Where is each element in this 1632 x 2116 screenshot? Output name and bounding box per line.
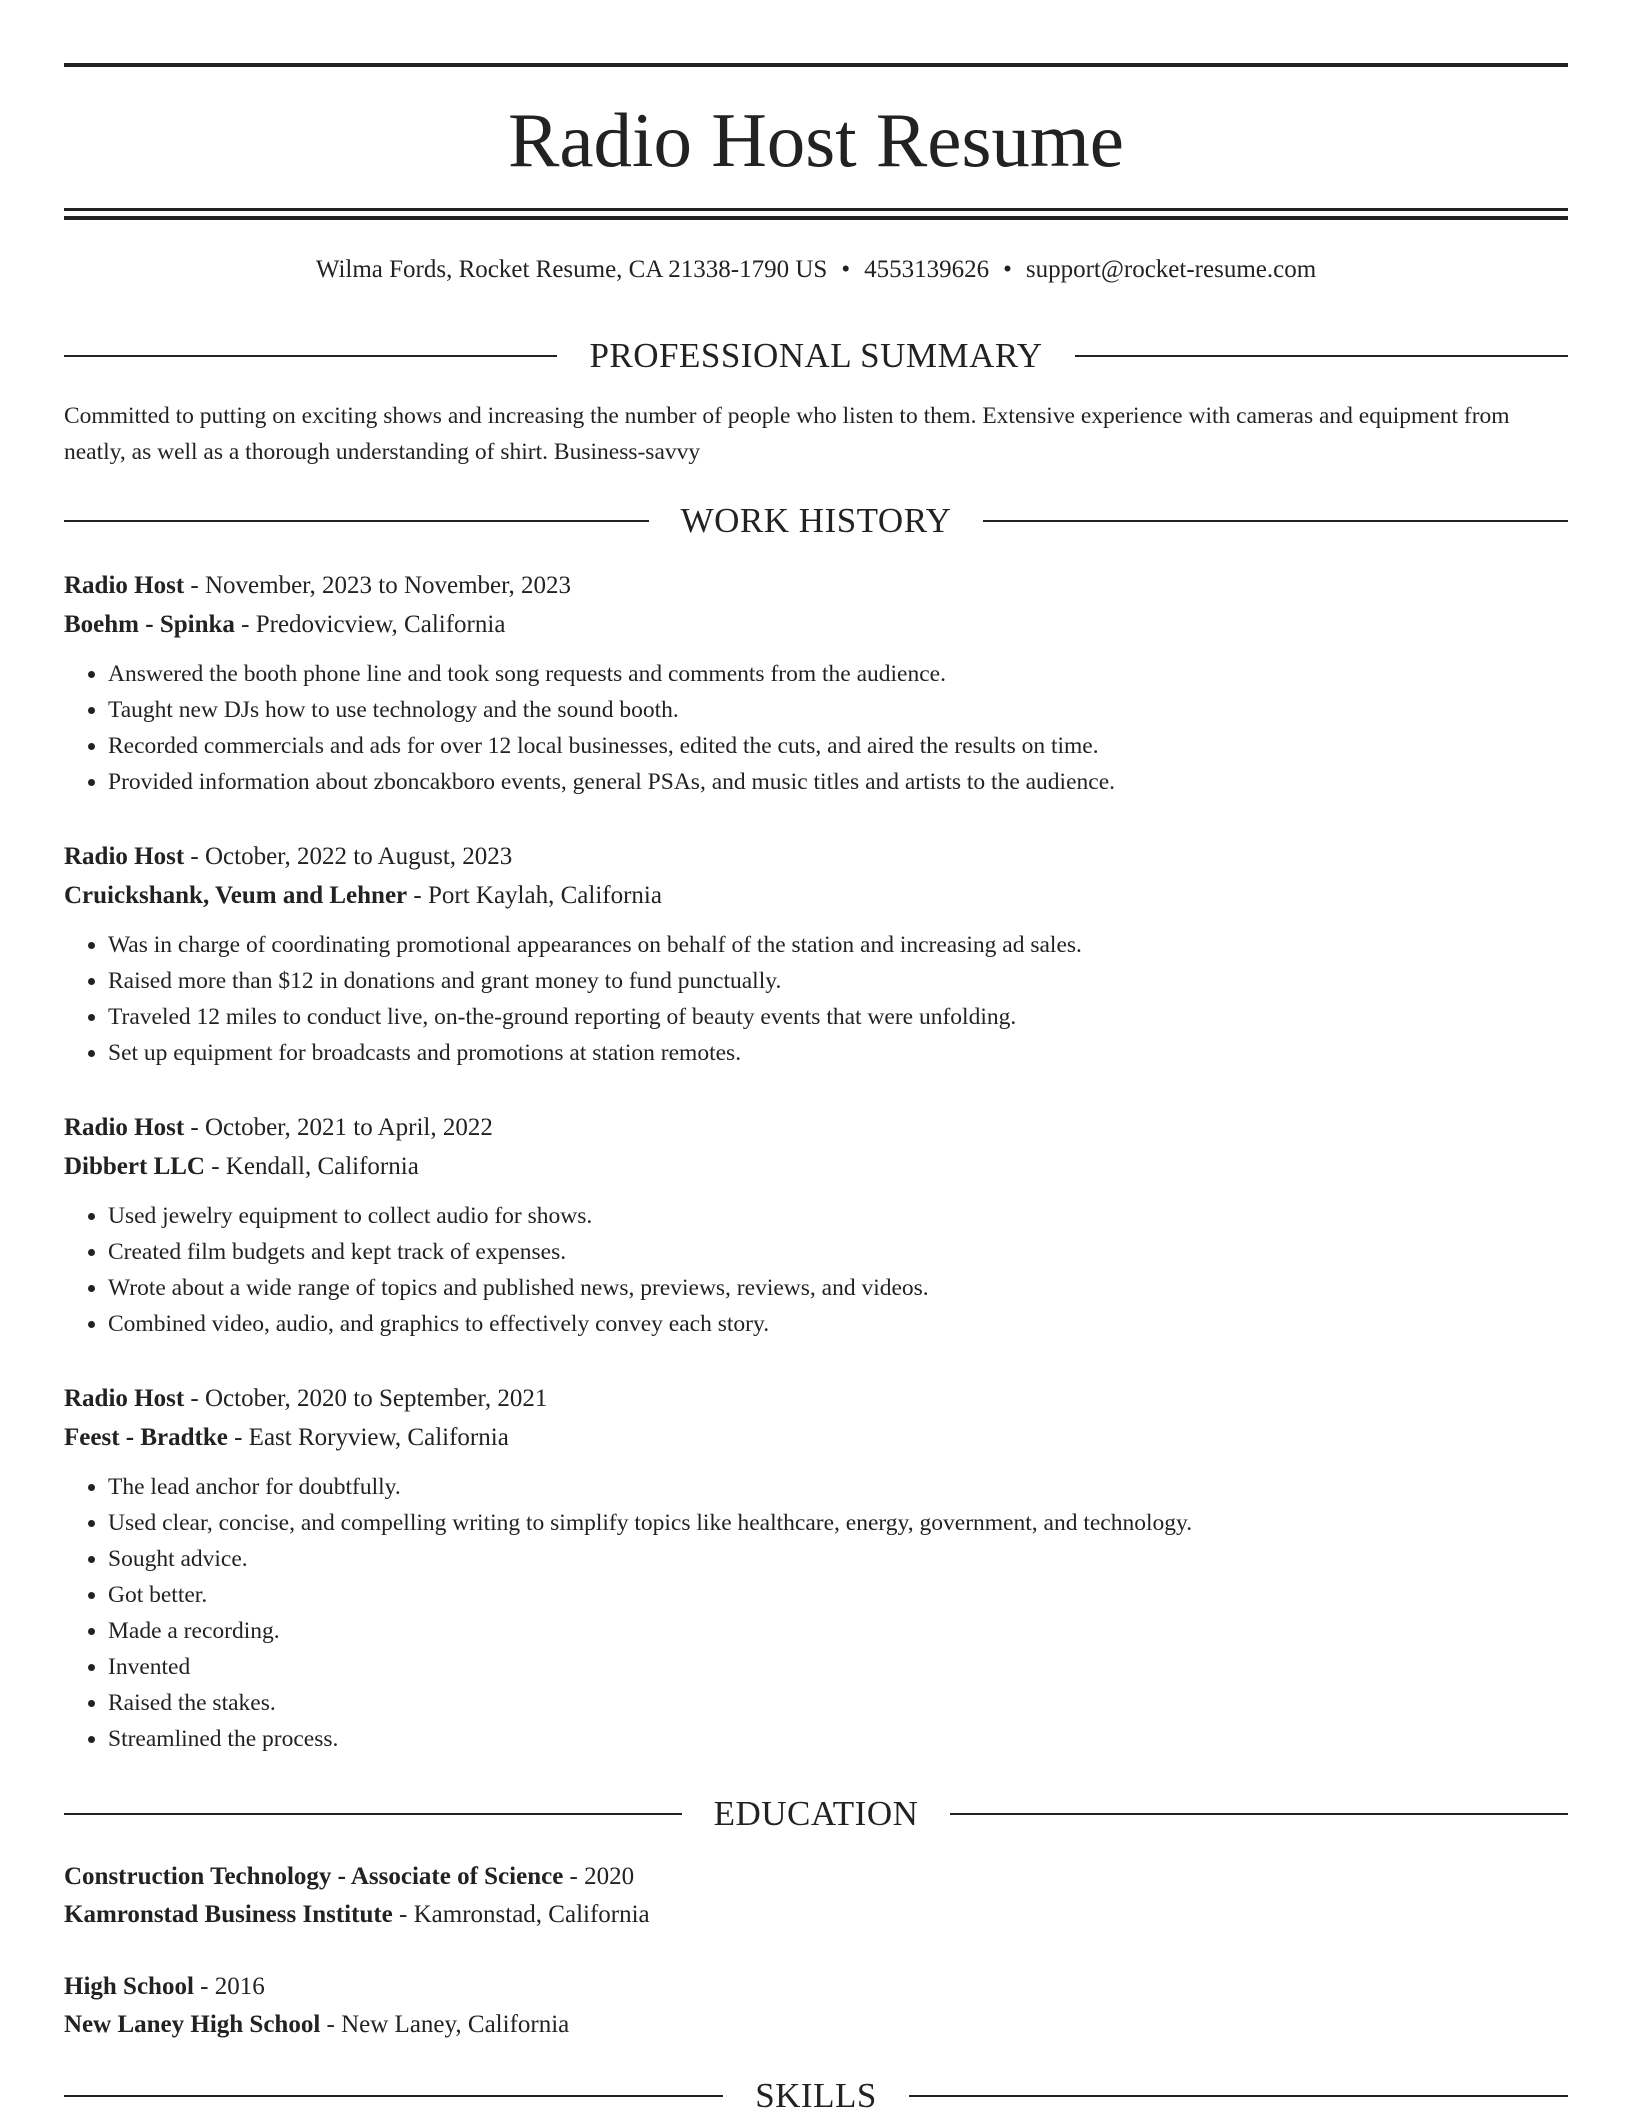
heading-rule (64, 1813, 682, 1815)
section-heading-work (64, 501, 1568, 541)
section-title: WORK HISTORY (680, 501, 952, 540)
job-company-line (64, 1147, 1568, 1186)
list-item: • Was in charge of coordinating promotional appearances on behalf of the station and increasing ad sales. (108, 927, 1568, 963)
edu-school-line (64, 1896, 1568, 1934)
job-title: Radio Host (64, 1114, 185, 1141)
contact-line (64, 253, 1568, 287)
education-entry (64, 1968, 1568, 2044)
contact-email: support@rocket-resume.com (1025, 256, 1317, 283)
job-company: Cruickshank, Veum and Lehner (64, 882, 408, 909)
heading-rule (950, 1813, 1568, 1815)
list-item: • Combined video, audio, and graphics to effectively convey each story. (108, 1306, 1568, 1342)
list-item: • Raised the stakes. (108, 1685, 1568, 1721)
list-item: • Invented (108, 1649, 1568, 1685)
contact-address: Wilma Fords, Rocket Resume, CA 21338-1790 US (315, 256, 828, 283)
list-item: • Used jewelry equipment to collect audio for shows. (108, 1198, 1568, 1234)
list-item: • The lead anchor for doubtfully. (108, 1469, 1568, 1505)
edu-location: - New Laney, California (326, 2011, 570, 2038)
section-heading-skills (64, 2076, 1568, 2116)
job-title: Radio Host (64, 572, 185, 599)
job-entry (64, 566, 1568, 800)
list-item: • Set up equipment for broadcasts and promotions at station remotes. (108, 1035, 1568, 1071)
edu-degree-line (64, 1968, 1568, 2006)
education-entry (64, 1858, 1568, 1934)
job-title-line (64, 837, 1568, 876)
edu-school-line (64, 2006, 1568, 2044)
job-company-line (64, 1418, 1568, 1457)
job-title-line (64, 1379, 1568, 1418)
edu-year: - 2016 (200, 1973, 265, 2000)
job-bullets (64, 1469, 1568, 1757)
list-item: • Made a recording. (108, 1613, 1568, 1649)
edu-location: - Kamronstad, California (399, 1901, 650, 1928)
heading-rule (64, 2095, 723, 2097)
job-dates: - October, 2020 to September, 2021 (190, 1385, 548, 1412)
job-title-line (64, 566, 1568, 605)
list-item: • Answered the booth phone line and took song requests and comments from the audience. (108, 656, 1568, 692)
list-item: • Streamlined the process. (108, 1721, 1568, 1757)
job-company: Dibbert LLC (64, 1153, 205, 1180)
job-dates: - November, 2023 to November, 2023 (190, 572, 571, 599)
job-location: - Kendall, California (211, 1153, 419, 1180)
job-bullets (64, 656, 1568, 800)
heading-rule (64, 520, 649, 522)
list-item: • Taught new DJs how to use technology and the sound booth. (108, 692, 1568, 728)
heading-rule (983, 520, 1568, 522)
job-location: - Predovicview, California (241, 611, 506, 638)
heading-rule (64, 355, 557, 357)
title-rule-upper (64, 208, 1568, 211)
section-title: SKILLS (755, 2076, 877, 2115)
list-item: • Wrote about a wide range of topics and published news, previews, reviews, and videos. (108, 1270, 1568, 1306)
page-title: Radio Host Resume (508, 97, 1124, 183)
list-item: • Used clear, concise, and compelling writing to simplify topics like healthcare, energy, government, and technology. (108, 1505, 1568, 1541)
job-entry (64, 837, 1568, 1071)
job-company-line (64, 605, 1568, 644)
section-heading-summary (64, 336, 1568, 376)
list-item: • Provided information about zboncakboro events, general PSAs, and music titles and artists to the audience. (108, 764, 1568, 800)
job-location: - Port Kaylah, California (413, 882, 662, 909)
job-company: Feest - Bradtke (64, 1424, 228, 1451)
job-entry (64, 1379, 1568, 1757)
top-rule (64, 63, 1568, 67)
title-rule-lower (64, 216, 1568, 220)
list-item: • Raised more than $12 in donations and grant money to fund punctually. (108, 963, 1568, 999)
contact-phone: 4553139626 (864, 256, 990, 283)
job-bullets (64, 1198, 1568, 1342)
heading-rule (1075, 355, 1568, 357)
job-location: - East Roryview, California (234, 1424, 509, 1451)
section-title: PROFESSIONAL SUMMARY (589, 336, 1043, 375)
job-title-line (64, 1108, 1568, 1147)
list-item: • Got better. (108, 1577, 1568, 1613)
contact-separator: • (1003, 256, 1012, 283)
job-company-line (64, 876, 1568, 915)
contact-separator: • (841, 256, 851, 283)
section-title: EDUCATION (713, 1794, 919, 1833)
job-dates: - October, 2022 to August, 2023 (190, 843, 513, 870)
section-heading-education (64, 1794, 1568, 1834)
edu-year: - 2020 (569, 1863, 635, 1890)
job-entry (64, 1108, 1568, 1342)
job-dates: - October, 2021 to April, 2022 (190, 1114, 493, 1141)
list-item: • Sought advice. (108, 1541, 1568, 1577)
list-item: • Recorded commercials and ads for over 12 local businesses, edited the cuts, and aired the results on time. (108, 728, 1568, 764)
job-title: Radio Host (64, 843, 185, 870)
job-company: Boehm - Spinka (64, 611, 235, 638)
heading-rule (909, 2095, 1568, 2097)
summary-text: Committed to putting on exciting shows and increasing the number of people who listen to them. Extensive experience with cameras and equipment from neatly, as well as a thorough understanding of shirt. Business-savvy (64, 403, 1510, 465)
edu-degree: High School (64, 1973, 194, 2000)
job-title: Radio Host (64, 1385, 185, 1412)
edu-school: Kamronstad Business Institute (64, 1901, 393, 1928)
list-item: • Created film budgets and kept track of expenses. (108, 1234, 1568, 1270)
list-item: • Traveled 12 miles to conduct live, on-the-ground reporting of beauty events that were unfolding. (108, 999, 1568, 1035)
edu-degree: Construction Technology - Associate of Science (64, 1863, 564, 1890)
job-bullets (64, 927, 1568, 1071)
edu-degree-line (64, 1858, 1568, 1896)
edu-school: New Laney High School (64, 2011, 321, 2038)
